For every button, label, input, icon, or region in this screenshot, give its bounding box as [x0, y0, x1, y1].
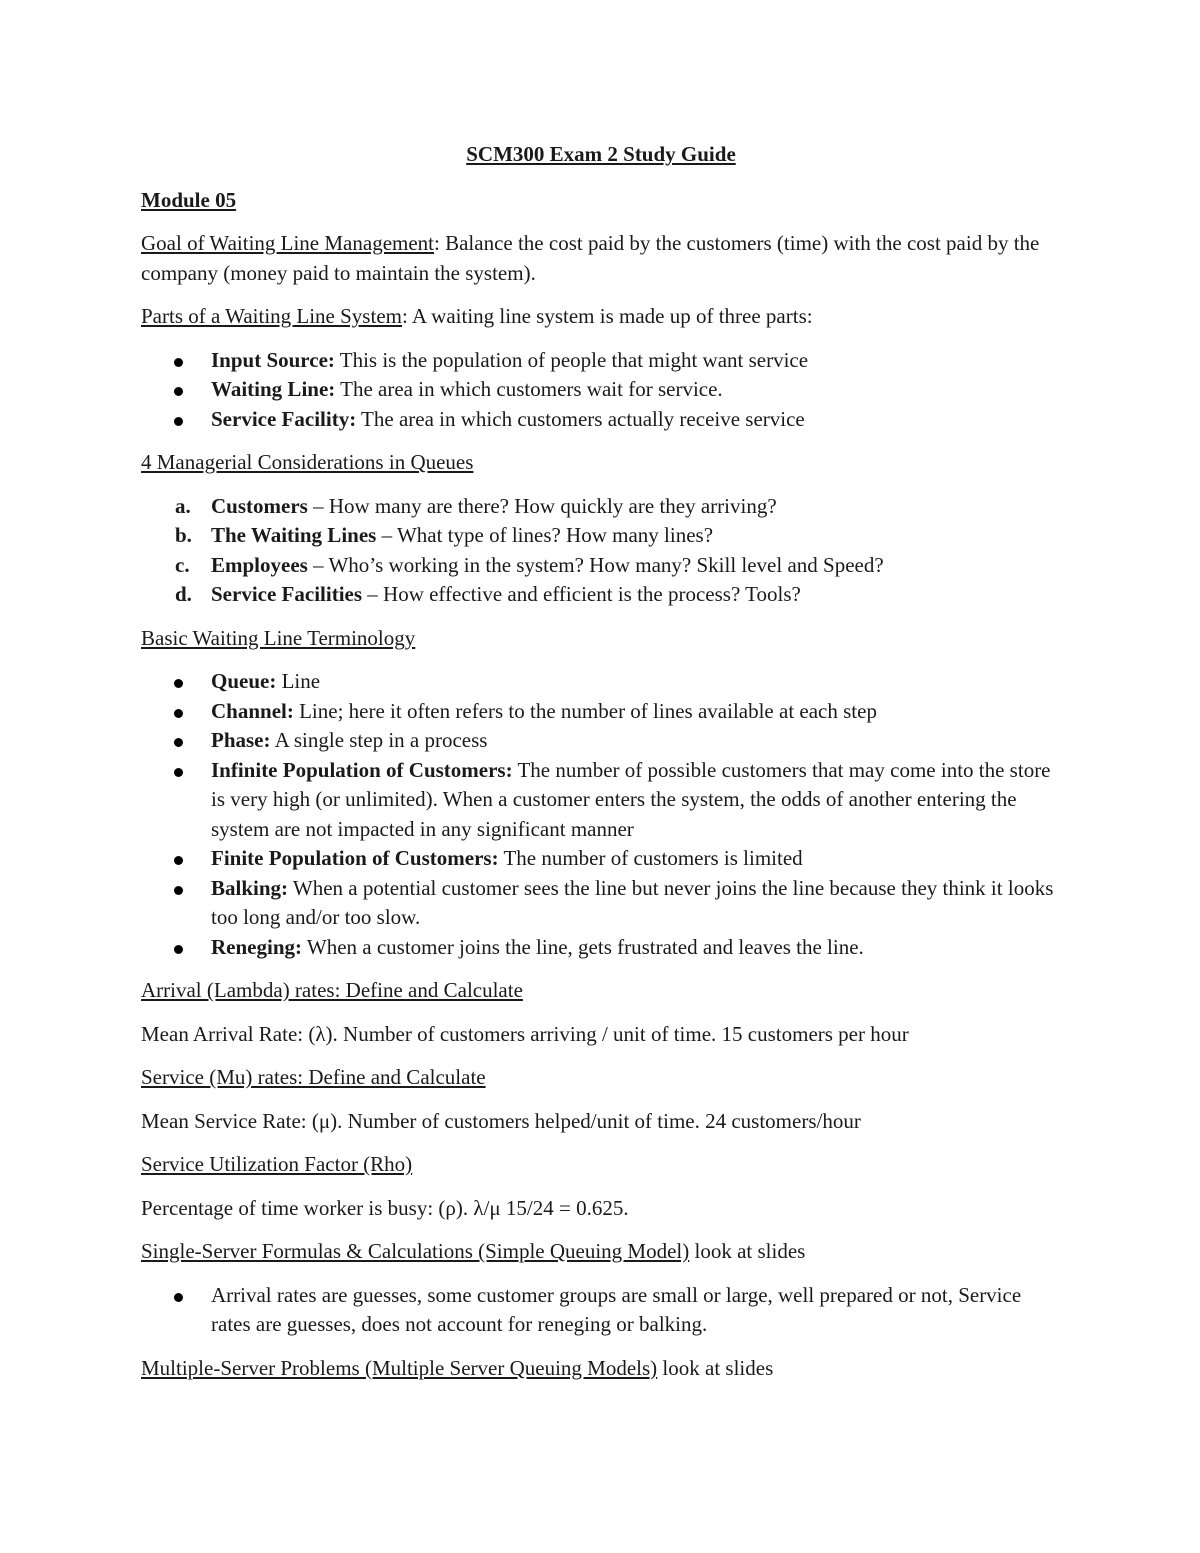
parts-text: : A waiting line system is made up of three parts: — [401, 304, 813, 328]
parts-term: Waiting Line: — [211, 377, 336, 401]
term: Reneging: — [211, 934, 302, 959]
list-item — [141, 375, 1061, 405]
term: Infinite Population of Customers: — [211, 757, 513, 782]
term: Balking: — [211, 875, 289, 900]
arrival-heading: Arrival (Lambda) rates: Define and Calculate — [141, 978, 523, 1002]
list-item — [141, 726, 1061, 756]
list-item — [141, 933, 1061, 963]
considerations-heading: 4 Managerial Considerations in Queues — [141, 450, 474, 474]
goal-paragraph — [141, 229, 1061, 288]
document-content — [141, 140, 1061, 1397]
terminology-paragraph — [141, 624, 1061, 654]
term-desc: A single step in a process — [270, 728, 488, 752]
list-item — [141, 551, 1061, 581]
parts-list — [141, 346, 1061, 435]
term-desc: When a potential customer sees the line but never joins the line because they think it looks too long and/or too slow. — [211, 875, 1054, 929]
list-item — [141, 521, 1061, 551]
list-item — [141, 580, 1061, 610]
consideration-term: Service Facilities — [211, 582, 363, 606]
single-server-suffix: look at slides — [689, 1239, 806, 1263]
parts-term: Input Source: — [211, 347, 335, 372]
consideration-term: Employees — [211, 552, 308, 577]
list-item — [141, 874, 1061, 933]
parts-heading: Parts of a Waiting Line System — [141, 304, 402, 328]
module-heading: Module 05 — [141, 187, 237, 212]
list-item — [141, 756, 1061, 845]
single-server-paragraph — [141, 1237, 1061, 1267]
utilization-paragraph — [141, 1150, 1061, 1180]
multiple-server-suffix: look at slides — [657, 1355, 774, 1380]
multiple-server-paragraph — [141, 1354, 1061, 1384]
terminology-heading: Basic Waiting Line Terminology — [141, 625, 416, 650]
service-paragraph — [141, 1063, 1061, 1093]
list-item — [141, 667, 1061, 697]
service-text: Mean Service Rate: (μ). Number of customers helped/unit of time. 24 customers/hour — [141, 1108, 861, 1133]
consideration-desc: – How many are there? How quickly are they arriving? — [307, 493, 777, 518]
document-title: SCM300 Exam 2 Study Guide — [466, 142, 736, 166]
consideration-term: Customers — [211, 493, 308, 518]
service-heading: Service (Mu) rates: Define and Calculate — [141, 1065, 486, 1089]
term-desc: The number of possible customers that may come into the store is very high (or unlimited). When a customer enters the system, the odds of another entering the system are not impacted in any significant manner — [211, 757, 1051, 841]
parts-paragraph — [141, 302, 1061, 332]
term: Queue: — [211, 669, 277, 693]
term-desc: Line — [276, 669, 321, 693]
list-marker: c. — [175, 552, 190, 577]
parts-desc: This is the population of people that might want service — [334, 347, 809, 372]
goal-heading: Goal of Waiting Line Management — [141, 231, 435, 255]
consideration-desc: – What type of lines? How many lines? — [376, 523, 714, 547]
goal-text: : Balance the cost paid by the customers (time) with the cost paid by the company (money paid to maintain the system). — [141, 231, 1040, 285]
list-item — [141, 844, 1061, 874]
term-desc: The number of customers is limited — [498, 846, 803, 870]
term: Channel: — [211, 698, 294, 723]
parts-desc: The area in which customers wait for service. — [335, 377, 723, 401]
terminology-list — [141, 667, 1061, 962]
list-item — [141, 346, 1061, 376]
parts-desc: The area in which customers actually receive service — [356, 406, 805, 431]
utilization-text: Percentage of time worker is busy: (ρ). λ/μ 15/24 = 0.625. — [141, 1195, 629, 1220]
arrival-paragraph — [141, 976, 1061, 1006]
list-item: Arrival rates are guesses, some customer groups are small or large, well prepared or not, Service rates are guesses, does not account for reneging or balking. — [141, 1281, 1061, 1340]
consideration-desc: – Who’s working in the system? How many? Skill level and Speed? — [307, 552, 884, 577]
term-desc: When a customer joins the line, gets frustrated and leaves the line. — [302, 934, 864, 959]
term: Finite Population of Customers: — [211, 846, 499, 870]
list-marker: a. — [175, 493, 191, 518]
term-desc: Line; here it often refers to the number of lines available at each step — [293, 698, 877, 723]
list-marker: d. — [175, 582, 192, 606]
parts-term: Service Facility: — [211, 406, 357, 431]
multiple-server-heading: Multiple-Server Problems (Multiple Server Queuing Models) — [141, 1355, 658, 1380]
single-server-list — [141, 1281, 1061, 1340]
list-marker: b. — [175, 523, 192, 547]
consideration-term: The Waiting Lines — [211, 523, 377, 547]
considerations-paragraph — [141, 448, 1061, 478]
considerations-list — [141, 492, 1061, 610]
consideration-desc: – How effective and efficient is the process? Tools? — [362, 582, 801, 606]
list-item — [141, 697, 1061, 727]
list-item — [141, 492, 1061, 522]
arrival-text: Mean Arrival Rate: (λ). Number of customers arriving / unit of time. 15 customers per hour — [141, 1021, 909, 1046]
utilization-heading: Service Utilization Factor (Rho) — [141, 1152, 413, 1176]
single-server-heading: Single-Server Formulas & Calculations (Simple Queuing Model) — [141, 1239, 690, 1263]
term: Phase: — [211, 728, 271, 752]
list-item — [141, 405, 1061, 435]
